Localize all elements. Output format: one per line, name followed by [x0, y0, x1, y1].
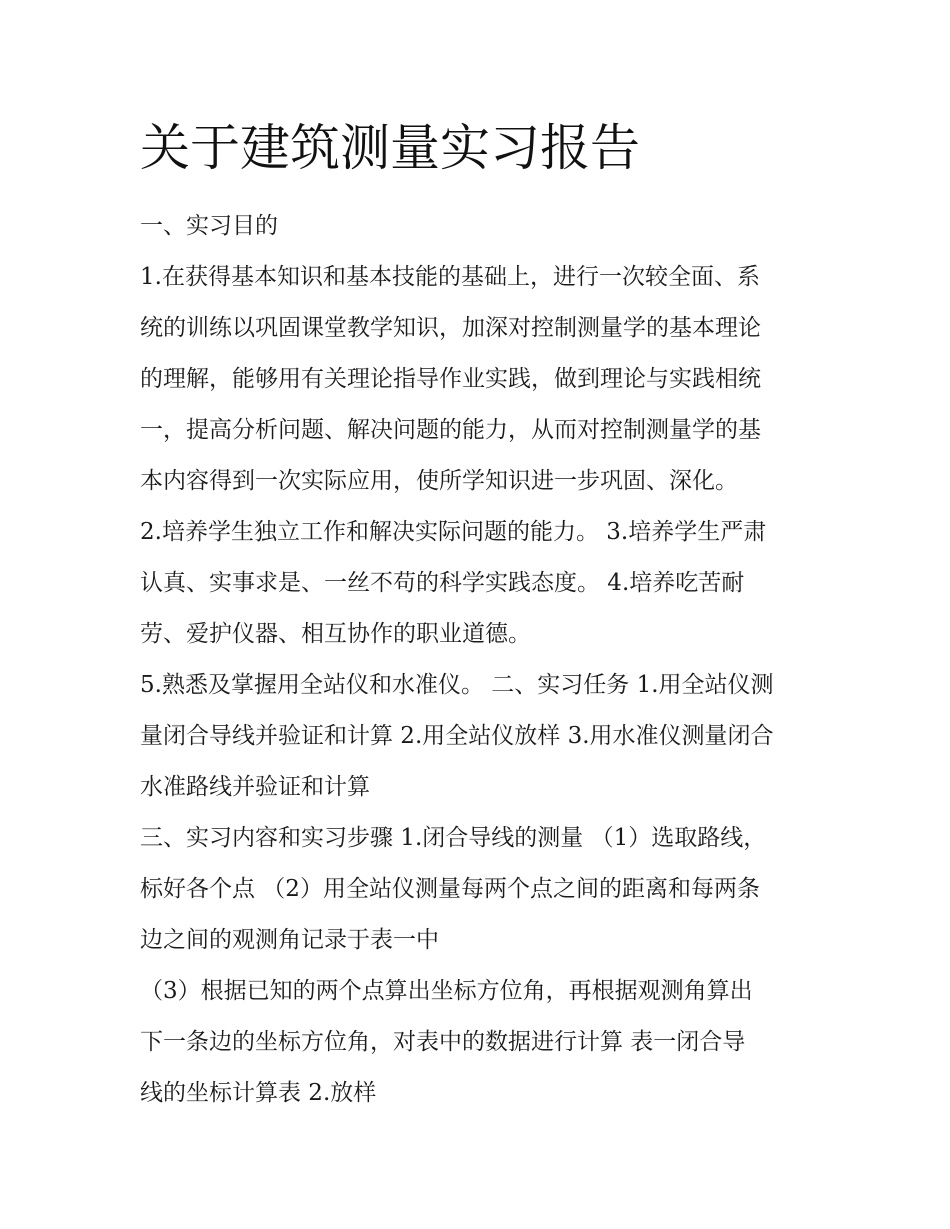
document-title: 关于建筑测量实习报告	[140, 119, 640, 177]
body-line: 1.在获得基本知识和基本技能的基础上，进行一次较全面、系	[140, 264, 760, 290]
body-line: 边之间的观测角记录于表一中	[140, 927, 439, 953]
body-line: 三、实习内容和实习步骤 1.闭合导线的测量 （1）选取路线，	[140, 825, 767, 851]
body-line: 2.培养学生独立工作和解决实际问题的能力。 3.培养学生严肃	[140, 519, 767, 545]
body-line: 量闭合导线并验证和计算 2.用全站仪放样 3.用水准仪测量闭合	[140, 723, 774, 749]
body-line: 线的坐标计算表 2.放样	[140, 1080, 377, 1106]
body-line: 统的训练以巩固课堂教学知识，加深对控制测量学的基本理论	[140, 315, 761, 341]
body-line: 的理解，能够用有关理论指导作业实践，做到理论与实践相统	[140, 366, 761, 392]
body-line: 水准路线并验证和计算	[140, 774, 370, 800]
body-line: 一，提高分析问题、解决问题的能力，从而对控制测量学的基	[140, 417, 761, 443]
body-line: 5.熟悉及掌握用全站仪和水准仪。 二、实习任务 1.用全站仪测	[140, 672, 774, 698]
body-line: 劳、爱护仪器、相互协作的职业道德。	[140, 621, 531, 647]
body-line: 下一条边的坐标方位角，对表中的数据进行计算 表一闭合导	[140, 1029, 746, 1055]
body-line: 认真、实事求是、一丝不苟的科学实践态度。 4.培养吃苦耐	[140, 570, 745, 596]
body-line: 标好各个点 （2）用全站仪测量每两个点之间的距离和每两条	[140, 876, 760, 902]
section-heading-purpose: 一、实习目的	[140, 213, 278, 239]
body-line: （3）根据已知的两个点算出坐标方位角，再根据观测角算出	[140, 978, 753, 1004]
document-body	[140, 201, 820, 1119]
body-line: 本内容得到一次实际应用，使所学知识进一步巩固、深化。	[140, 468, 738, 494]
